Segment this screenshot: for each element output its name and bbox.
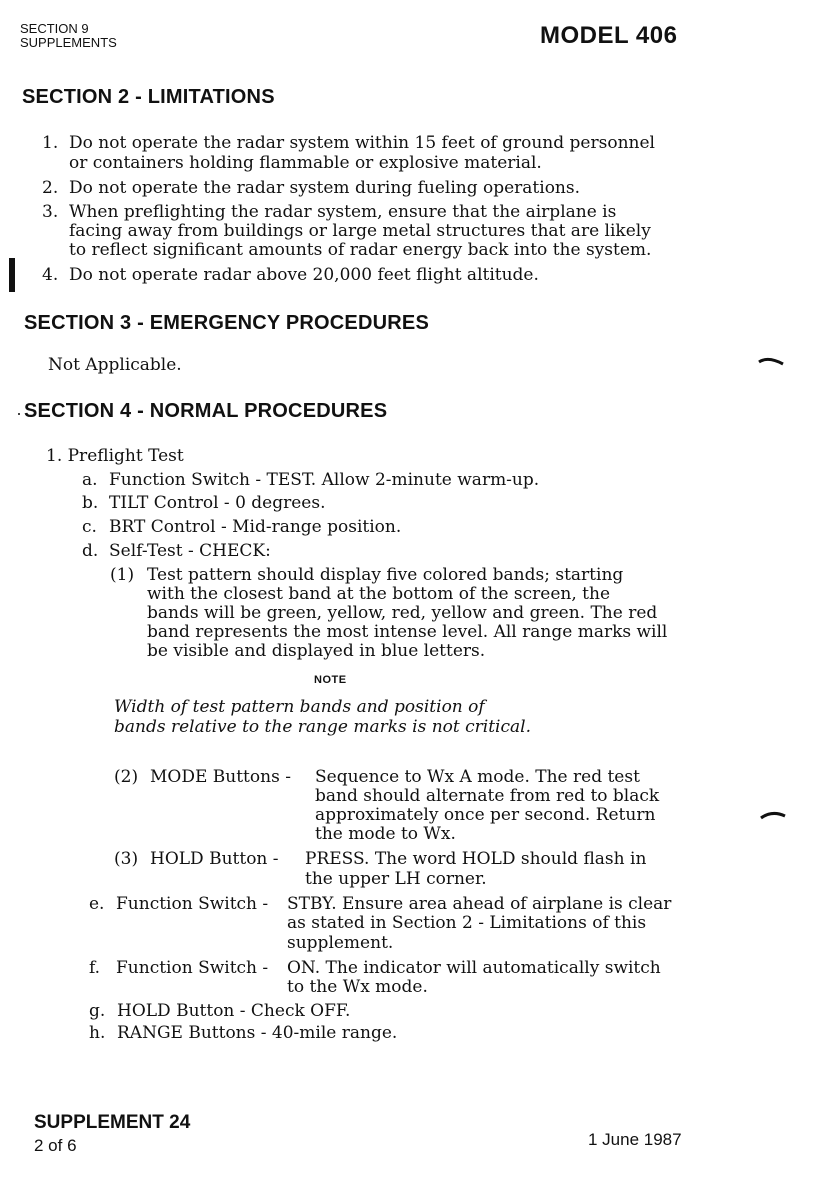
step-h-letter: h. (89, 1023, 106, 1043)
substep-1-line-2: with the closest band at the bottom of the screen, the (147, 584, 611, 604)
step-e-line-1: STBY. Ensure area ahead of airplane is clear (287, 894, 672, 914)
substep-3-label: HOLD Button - (150, 849, 279, 869)
step-b-text: TILT Control - 0 degrees. (109, 493, 326, 513)
model-title: MODEL 406 (540, 22, 678, 49)
substep-1-line-5: be visible and displayed in blue letters. (147, 641, 486, 661)
limitation-3-line-2: facing away from buildings or large metal structures that are likely (69, 221, 651, 241)
limitation-2-number: 2. (42, 178, 59, 198)
step-g-letter: g. (89, 1001, 106, 1021)
footer-page-number: 2 of 6 (34, 1136, 77, 1155)
substep-2-line-4: the mode to Wx. (315, 824, 456, 844)
step-c-letter: c. (82, 517, 97, 537)
step-c-text: BRT Control - Mid-range position. (109, 517, 402, 537)
preflight-test-heading: 1. Preflight Test (46, 446, 184, 466)
substep-3-number: (3) (114, 849, 139, 869)
step-e-label: Function Switch - (116, 894, 269, 914)
step-f-line-2: to the Wx mode. (287, 977, 428, 997)
scan-dot (18, 413, 20, 415)
limitation-4-line-1: Do not operate radar above 20,000 feet flight altitude. (69, 265, 539, 285)
step-f-letter: f. (89, 958, 101, 978)
section-2-title: SECTION 2 - LIMITATIONS (22, 86, 275, 108)
revision-change-bar (9, 258, 15, 292)
substep-3-line-1: PRESS. The word HOLD should flash in (305, 849, 647, 869)
step-e-line-2: as stated in Section 2 - Limitations of this (287, 913, 647, 933)
step-a-text: Function Switch - TEST. Allow 2-minute warm-up. (109, 470, 540, 490)
step-b-letter: b. (82, 493, 99, 513)
substep-3-line-2: the upper LH corner. (305, 869, 487, 889)
note-line-1: Width of test pattern bands and position of (114, 697, 485, 717)
limitation-3-line-1: When preflighting the radar system, ensure that the airplane is (69, 202, 617, 222)
substep-2-line-2: band should alternate from red to black (315, 786, 660, 806)
limitation-1-number: 1. (42, 133, 59, 153)
limitation-3-number: 3. (42, 202, 59, 222)
footer-date: 1 June 1987 (588, 1130, 682, 1149)
substep-2-line-3: approximately once per second. Return (315, 805, 656, 825)
substep-2-line-1: Sequence to Wx A mode. The red test (315, 767, 640, 787)
step-g-text: HOLD Button - Check OFF. (117, 1001, 351, 1021)
section-3-title: SECTION 3 - EMERGENCY PROCEDURES (24, 312, 429, 334)
limitation-3-line-3: to reflect significant amounts of radar energy back into the system. (69, 240, 652, 260)
limitation-2-line-1: Do not operate the radar system during fueling operations. (69, 178, 581, 198)
limitation-1-line-1: Do not operate the radar system within 15 feet of ground personnel (69, 133, 655, 153)
substep-1-line-3: bands will be green, yellow, red, yellow and green. The red (147, 603, 658, 623)
substep-1-number: (1) (110, 565, 135, 585)
scan-mark-lower (760, 810, 786, 820)
step-h-text: RANGE Buttons - 40-mile range. (117, 1023, 398, 1043)
limitation-1-line-2: or containers holding flammable or explosive material. (69, 153, 542, 173)
substep-1-line-4: band represents the most intense level. All range marks will (147, 622, 668, 642)
step-e-letter: e. (89, 894, 105, 914)
step-a-letter: a. (82, 470, 98, 490)
note-line-2: bands relative to the range marks is not critical. (114, 717, 531, 737)
header-supplements-label: SUPPLEMENTS (20, 35, 117, 50)
section-4-title: SECTION 4 - NORMAL PROCEDURES (24, 400, 388, 422)
substep-2-label: MODE Buttons - (150, 767, 291, 787)
footer-supplement-number: SUPPLEMENT 24 (34, 1112, 191, 1133)
scan-mark-upper (758, 356, 784, 366)
step-e-line-3: supplement. (287, 933, 394, 953)
step-f-label: Function Switch - (116, 958, 269, 978)
emergency-not-applicable: Not Applicable. (48, 355, 182, 375)
step-f-line-1: ON. The indicator will automatically switch (287, 958, 661, 978)
substep-2-number: (2) (114, 767, 139, 787)
header-section-label: SECTION 9 (20, 21, 89, 36)
note-label: NOTE (314, 674, 347, 686)
step-d-letter: d. (82, 541, 99, 561)
substep-1-line-1: Test pattern should display five colored bands; starting (147, 565, 624, 585)
limitation-4-number: 4. (42, 265, 59, 285)
step-d-text: Self-Test - CHECK: (109, 541, 271, 561)
